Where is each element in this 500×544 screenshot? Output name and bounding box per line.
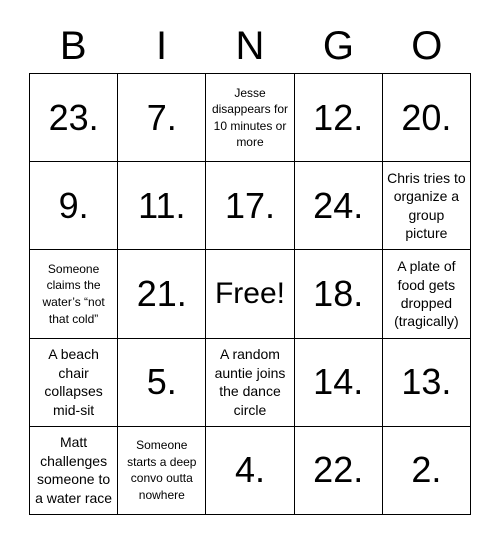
header-letter-n: N [235,24,265,68]
header-letter-b: B [59,24,87,68]
bingo-cell[interactable]: 20. [383,74,471,162]
bingo-cell[interactable]: Someone starts a deep convo outta nowhere [118,427,206,515]
bingo-cell[interactable]: A plate of food gets dropped (tragically) [383,250,471,338]
bingo-cell[interactable]: A random auntie joins the dance circle [206,339,294,427]
bingo-cell[interactable]: Chris tries to organize a group picture [383,162,471,250]
bingo-cell[interactable]: 22. [295,427,383,515]
bingo-board [29,73,471,515]
bingo-cell[interactable]: 18. [295,250,383,338]
header-letter-i: I [156,24,168,68]
bingo-cell[interactable]: Someone claims the water’s “not that cold” [30,250,118,338]
bingo-cell[interactable]: 11. [118,162,206,250]
bingo-header [29,18,471,74]
header-letter-g: G [322,24,354,68]
bingo-cell[interactable]: 14. [295,339,383,427]
bingo-cell[interactable]: 23. [30,74,118,162]
bingo-cell[interactable]: 13. [383,339,471,427]
bingo-cell[interactable]: 21. [118,250,206,338]
free-space-cell[interactable]: Free! [206,250,294,338]
bingo-cell[interactable]: 24. [295,162,383,250]
bingo-cell[interactable]: 7. [118,74,206,162]
bingo-cell[interactable]: 9. [30,162,118,250]
bingo-cell[interactable]: A beach chair collapses mid-sit [30,339,118,427]
bingo-cell[interactable]: 12. [295,74,383,162]
bingo-cell[interactable]: 5. [118,339,206,427]
bingo-cell[interactable]: 4. [206,427,294,515]
bingo-cell[interactable]: Matt challenges someone to a water race [30,427,118,515]
bingo-cell[interactable]: 2. [383,427,471,515]
bingo-cell[interactable]: Jesse disappears for 10 minutes or more [206,74,294,162]
header-letter-o: O [411,24,443,68]
bingo-cell[interactable]: 17. [206,162,294,250]
